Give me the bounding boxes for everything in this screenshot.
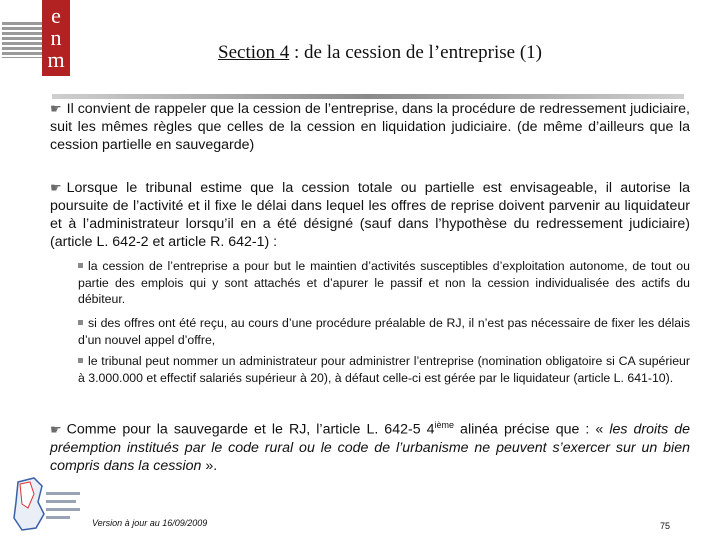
paragraph-1-text: Il convient de rappeler que la cession de l’entreprise, dans la procédure de redressement judiciaire, suit les mêmes règles que celles de la cession en liquidation judiciaire. (de même d’ailleurs que la cession partielle en sauvegarde) — [50, 101, 690, 153]
paragraph-3-end: ». — [201, 457, 218, 474]
ministry-emblem-icon — [8, 474, 84, 536]
logo-letter-e: e — [51, 3, 61, 28]
square-bullet-icon — [78, 263, 83, 268]
pointing-hand-icon: ☛ — [50, 180, 62, 195]
square-bullet-icon — [78, 320, 83, 325]
pointing-hand-icon: ☛ — [50, 421, 62, 437]
logo-letters — [42, 0, 70, 76]
subpoint-3-text: le tribunal peut nommer un administrateur pour administrer l’entreprise (nomination obligatoire si CA supérieur à 3.000.000 et effectif salariés supérieur à 20), à défaut celle-ci est gérée par le liquidateur (article L. 641-10). — [78, 354, 690, 385]
subpoint-1 — [78, 258, 690, 308]
enm-logo — [2, 0, 68, 76]
logo-stripes — [2, 22, 42, 58]
paragraph-3-sup: ième — [434, 420, 455, 430]
subpoint-1-text: la cession de l’entreprise a pour but le maintien d’activités susceptibles d’exploitation autonome, de tout ou partie des emplois qui y sont attachés et d’apurer le passif et non la cession individualisée des actifs du débiteur. — [78, 259, 690, 306]
paragraph-3-mid: alinéa précise que : « — [454, 421, 610, 438]
paragraph-2 — [50, 179, 690, 251]
logo-letter-m: m — [47, 47, 65, 72]
page-number: 75 — [660, 521, 671, 531]
paragraph-1 — [50, 100, 690, 154]
logo-letter-n: n — [50, 25, 62, 50]
subpoint-2-text: si des offres ont été reçu, au cours d’une procédure préalable de RJ, il n’est pas nécessaire de fixer les délais d’un nouvel appel d’offre, — [78, 316, 690, 347]
square-bullet-icon — [78, 358, 83, 363]
paragraph-2-text: Lorsque le tribunal estime que la cession totale ou partielle est envisageable, il autorise la poursuite de l’activité et il fixe le délai dans lequel les offres de reprise doivent parvenir au liquidateur et à l’administrateur lorsqu’il en a été désigné (sauf dans l’hypothèse du redressement judiciaire) (article L. 642-2 et article R. 642-1) : — [50, 180, 690, 250]
pointing-hand-icon: ☛ — [50, 101, 62, 116]
paragraph-3 — [50, 416, 690, 475]
subpoint-3 — [78, 353, 690, 386]
title-rest: : de la cession de l’entreprise (1) — [289, 42, 542, 63]
paragraph-3-lead: Comme pour la sauvegarde et le RJ, l’article L. 642-5 4 — [66, 421, 435, 438]
title-divider — [52, 94, 684, 99]
subpoint-2 — [78, 315, 690, 348]
paragraph-3-quote: les droits de préemption institués par le code rural ou le code de l’urbanisme ne peuvent s’exercer sur un bien compris dans la cession — [50, 421, 690, 474]
footer-version: Version à jour au 16/09/2009 — [92, 518, 208, 528]
page-title — [120, 42, 640, 64]
title-section: Section 4 — [218, 42, 290, 63]
